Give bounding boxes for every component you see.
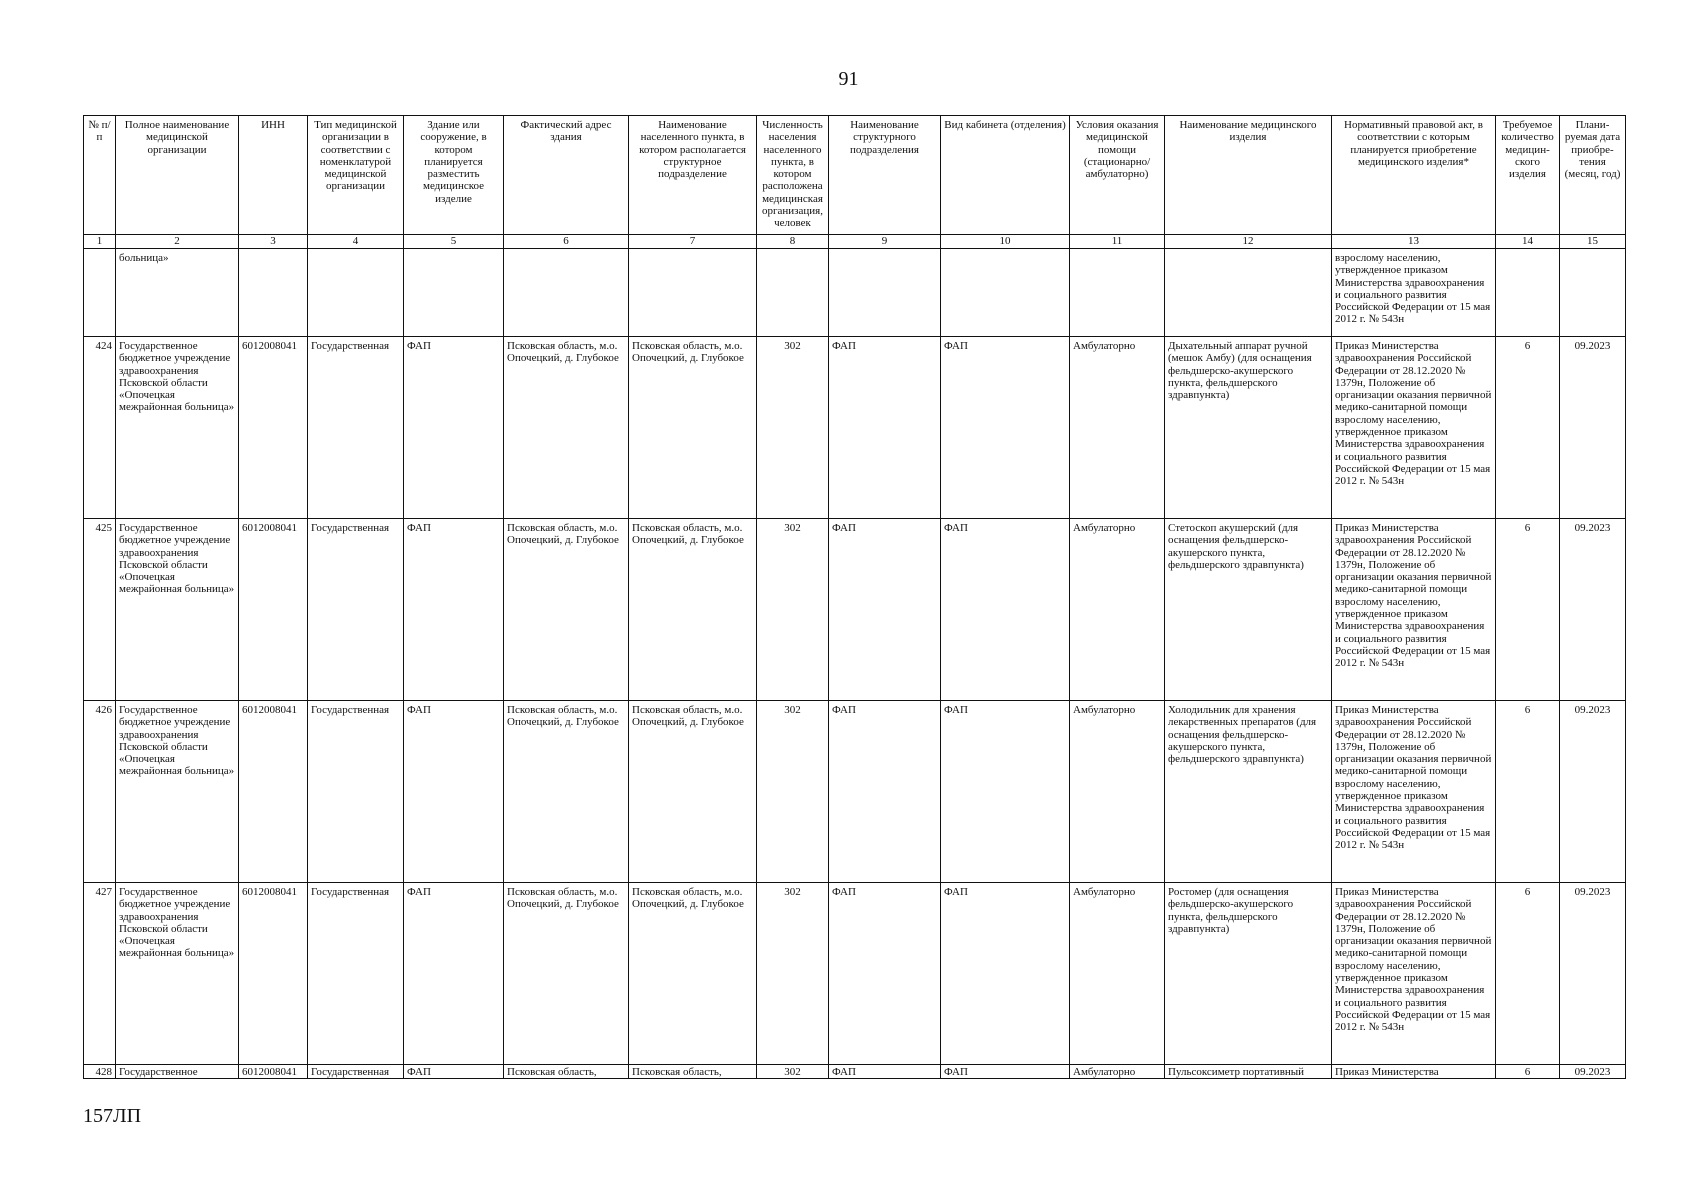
address-cell: Псковская область, м.о. Опочецкий, д. Глубокое (504, 701, 629, 883)
row-number: 426 (84, 701, 116, 883)
settlement-cell: Псковская область, (629, 1065, 757, 1079)
header-cell: Условия оказания медицинской помощи (стационарно/ амбулаторно) (1070, 116, 1165, 235)
column-number: 6 (504, 235, 629, 249)
header-cell: Плани-руемая дата приобре-тения (месяц, год) (1560, 116, 1626, 235)
header-cell: Наименование структурного подразделения (829, 116, 941, 235)
table-cell (308, 249, 404, 337)
device-cell: Стетоскоп акушерский (для оснащения фельдшерско-акушерского пункта, фельдшерского здравпункта) (1165, 519, 1332, 701)
table-cell (1496, 249, 1560, 337)
address-cell: Псковская область, (504, 1065, 629, 1079)
header-row (84, 116, 1626, 235)
org-cell: больница» (116, 249, 239, 337)
org-cell: Государственное бюджетное учреждение здравоохранения Псковской области «Опочецкая межрайонная больница» (116, 701, 239, 883)
column-number: 12 (1165, 235, 1332, 249)
population-cell: 302 (757, 519, 829, 701)
column-number: 1 (84, 235, 116, 249)
population-cell: 302 (757, 883, 829, 1065)
org-cell: Государственное бюджетное учреждение здравоохранения Псковской области «Опочецкая межрайонная больница» (116, 883, 239, 1065)
column-number: 4 (308, 235, 404, 249)
act-cell: Приказ Министерства здравоохранения Российской Федерации от 28.12.2020 № 1379н, Положение об организации оказания первичной медико-санитарной помощи взрослому населению, утвержденное приказом Министерства здравоохранения и социального развития Российской Федерации от 15 мая 2012 г. № 543н (1332, 883, 1496, 1065)
column-number: 9 (829, 235, 941, 249)
date-cell: 09.2023 (1560, 701, 1626, 883)
date-cell: 09.2023 (1560, 337, 1626, 519)
column-number: 11 (1070, 235, 1165, 249)
table-cell (504, 249, 629, 337)
building-cell: ФАП (404, 701, 504, 883)
column-number-row (84, 235, 1626, 249)
device-cell: Пульсоксиметр портативный (1165, 1065, 1332, 1079)
header-cell: Наименование медицинского изделия (1165, 116, 1332, 235)
settlement-cell: Псковская область, м.о. Опочецкий, д. Глубокое (629, 519, 757, 701)
table-row (84, 701, 1626, 883)
header-cell: Наименование населенного пункта, в котором располагается структурное подразделение (629, 116, 757, 235)
cabinet-cell: ФАП (941, 519, 1070, 701)
table-row (84, 883, 1626, 1065)
conditions-cell: Амбулаторно (1070, 519, 1165, 701)
inn-cell: 6012008041 (239, 1065, 308, 1079)
building-cell: ФАП (404, 883, 504, 1065)
qty-cell: 6 (1496, 337, 1560, 519)
table-row (84, 1065, 1626, 1079)
cabinet-cell: ФАП (941, 337, 1070, 519)
table-cell (84, 249, 116, 337)
conditions-cell: Амбулаторно (1070, 1065, 1165, 1079)
population-cell: 302 (757, 701, 829, 883)
header-cell: Полное наименование медицинской организации (116, 116, 239, 235)
qty-cell: 6 (1496, 701, 1560, 883)
column-number: 2 (116, 235, 239, 249)
footer-code: 157ЛП (83, 1105, 142, 1127)
header-cell: Здание или сооружение, в котором планируется разместить медицинское изделие (404, 116, 504, 235)
header-cell: ИНН (239, 116, 308, 235)
column-number: 10 (941, 235, 1070, 249)
inn-cell: 6012008041 (239, 701, 308, 883)
row-number: 425 (84, 519, 116, 701)
settlement-cell: Псковская область, м.о. Опочецкий, д. Глубокое (629, 337, 757, 519)
type-cell: Государственная (308, 701, 404, 883)
table-row (84, 337, 1626, 519)
equipment-table (83, 115, 1626, 1079)
date-cell: 09.2023 (1560, 883, 1626, 1065)
date-cell: 09.2023 (1560, 1065, 1626, 1079)
table-cell (239, 249, 308, 337)
unit-cell: ФАП (829, 519, 941, 701)
device-cell: Ростомер (для оснащения фельдшерско-акушерского пункта, фельдшерского здравпункта) (1165, 883, 1332, 1065)
qty-cell: 6 (1496, 883, 1560, 1065)
row-number: 427 (84, 883, 116, 1065)
column-number: 5 (404, 235, 504, 249)
unit-cell: ФАП (829, 883, 941, 1065)
address-cell: Псковская область, м.о. Опочецкий, д. Глубокое (504, 883, 629, 1065)
cabinet-cell: ФАП (941, 883, 1070, 1065)
type-cell: Государственная (308, 519, 404, 701)
building-cell: ФАП (404, 337, 504, 519)
header-cell: Нормативный правовой акт, в соответствии с которым планируется приобретение медицинского изделия* (1332, 116, 1496, 235)
page-number: 91 (838, 68, 859, 90)
inn-cell: 6012008041 (239, 883, 308, 1065)
continuation-row (84, 249, 1626, 337)
type-cell: Государственная (308, 337, 404, 519)
inn-cell: 6012008041 (239, 519, 308, 701)
device-cell: Холодильник для хранения лекарственных препаратов (для оснащения фельдшерско-акушерского пункта, фельдшерского здравпункта) (1165, 701, 1332, 883)
unit-cell: ФАП (829, 701, 941, 883)
table-cell (757, 249, 829, 337)
table-cell (1070, 249, 1165, 337)
table-row (84, 519, 1626, 701)
row-number: 424 (84, 337, 116, 519)
table-cell (1560, 249, 1626, 337)
cabinet-cell: ФАП (941, 1065, 1070, 1079)
column-number: 7 (629, 235, 757, 249)
address-cell: Псковская область, м.о. Опочецкий, д. Глубокое (504, 337, 629, 519)
conditions-cell: Амбулаторно (1070, 883, 1165, 1065)
population-cell: 302 (757, 1065, 829, 1079)
act-cell: Приказ Министерства здравоохранения Российской Федерации от 28.12.2020 № 1379н, Положение об организации оказания первичной медико-санитарной помощи взрослому населению, утвержденное приказом Министерства здравоохранения и социального развития Российской Федерации от 15 мая 2012 г. № 543н (1332, 701, 1496, 883)
row-number: 428 (84, 1065, 116, 1079)
header-cell: Численность населения населенного пункта, в котором расположена медицинская организация, человек (757, 116, 829, 235)
building-cell: ФАП (404, 519, 504, 701)
column-number: 15 (1560, 235, 1626, 249)
type-cell: Государственная (308, 883, 404, 1065)
type-cell: Государственная (308, 1065, 404, 1079)
header-cell: Фактический адрес здания (504, 116, 629, 235)
device-cell: Дыхательный аппарат ручной (мешок Амбу) (для оснащения фельдшерско-акушерского пункта, фельдшерского здравпункта) (1165, 337, 1332, 519)
column-number: 13 (1332, 235, 1496, 249)
act-cell: Приказ Министерства здравоохранения Российской Федерации от 28.12.2020 № 1379н, Положение об организации оказания первичной медико-санитарной помощи взрослому населению, утвержденное приказом Министерства здравоохранения и социального развития Российской Федерации от 15 мая 2012 г. № 543н (1332, 337, 1496, 519)
column-number: 3 (239, 235, 308, 249)
table-cell (404, 249, 504, 337)
qty-cell: 6 (1496, 519, 1560, 701)
settlement-cell: Псковская область, м.о. Опочецкий, д. Глубокое (629, 883, 757, 1065)
header-cell: Требуемое количество медицин-ского изделия (1496, 116, 1560, 235)
conditions-cell: Амбулаторно (1070, 701, 1165, 883)
population-cell: 302 (757, 337, 829, 519)
settlement-cell: Псковская область, м.о. Опочецкий, д. Глубокое (629, 701, 757, 883)
table-cell (829, 249, 941, 337)
unit-cell: ФАП (829, 337, 941, 519)
org-cell: Государственное бюджетное учреждение здравоохранения Псковской области «Опочецкая межрайонная больница» (116, 337, 239, 519)
column-number: 14 (1496, 235, 1560, 249)
building-cell: ФАП (404, 1065, 504, 1079)
qty-cell: 6 (1496, 1065, 1560, 1079)
conditions-cell: Амбулаторно (1070, 337, 1165, 519)
date-cell: 09.2023 (1560, 519, 1626, 701)
table-cell (629, 249, 757, 337)
org-cell: Государственное (116, 1065, 239, 1079)
org-cell: Государственное бюджетное учреждение здравоохранения Псковской области «Опочецкая межрайонная больница» (116, 519, 239, 701)
header-cell: Вид кабинета (отделения) (941, 116, 1070, 235)
act-cell: взрослому населению, утвержденное приказом Министерства здравоохранения и социального развития Российской Федерации от 15 мая 2012 г. № 543н (1332, 249, 1496, 337)
act-cell: Приказ Министерства (1332, 1065, 1496, 1079)
column-number: 8 (757, 235, 829, 249)
header-cell: № п/п (84, 116, 116, 235)
address-cell: Псковская область, м.о. Опочецкий, д. Глубокое (504, 519, 629, 701)
table-cell (941, 249, 1070, 337)
cabinet-cell: ФАП (941, 701, 1070, 883)
act-cell: Приказ Министерства здравоохранения Российской Федерации от 28.12.2020 № 1379н, Положение об организации оказания первичной медико-санитарной помощи взрослому населению, утвержденное приказом Министерства здравоохранения и социального развития Российской Федерации от 15 мая 2012 г. № 543н (1332, 519, 1496, 701)
header-cell: Тип медицинской организации в соответствии с номенклатурой медицинской организации (308, 116, 404, 235)
inn-cell: 6012008041 (239, 337, 308, 519)
unit-cell: ФАП (829, 1065, 941, 1079)
table-cell (1165, 249, 1332, 337)
